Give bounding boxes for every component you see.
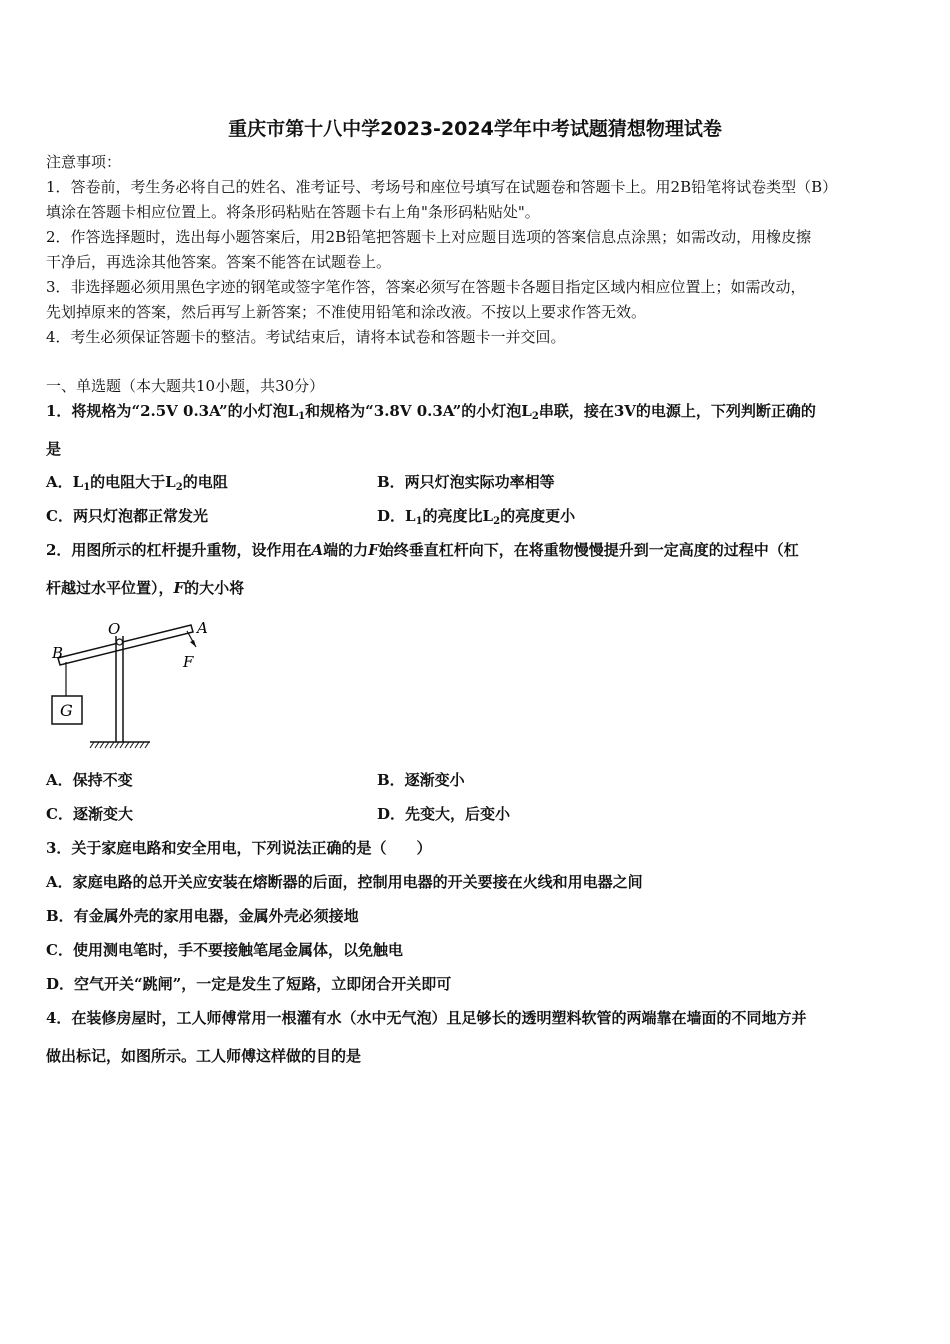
question-4-stem: 4．在装修房屋时，工人师傅常用一根灌有水（水中无气泡）且足够长的透明塑料软管的两端靠在墙面的不同地方并 [46, 1009, 807, 1027]
notice-line: 填涂在答题卡相应位置上。将条形码粘贴在答题卡右上角"条形码粘贴处"。 [46, 203, 540, 221]
q2-option-a: A．保持不变 [46, 771, 133, 789]
q1-option-a: A．$L_1$的电阻大于$L_2$的电阻 [46, 473, 228, 493]
notice-line: 4．考生必须保证答题卡的整洁。考试结束后，请将本试卷和答题卡一并交回。 [46, 328, 566, 346]
notice-line: 3．非选择题必须用黑色字迹的钢笔或签字笔作答，答案必须写在答题卡各题目指定区域内相应位置上；如需改动， [46, 278, 806, 296]
label-o: O [108, 620, 121, 638]
notice-line: 干净后，再选涂其他答案。答案不能答在试题卷上。 [46, 253, 392, 271]
question-2-stem-cont: 杆越过水平位置），F的大小将 [46, 579, 245, 597]
q1-option-c: C．两只灯泡都正常发光 [46, 507, 208, 525]
section-heading: 一、单选题（本大题共10小题，共30分） [46, 377, 325, 395]
question-1-stem-cont: 是 [46, 440, 62, 458]
pivot [117, 639, 123, 645]
label-b: B [52, 644, 64, 662]
label-g: G [60, 701, 73, 720]
notice-line: 2．作答选择题时，选出每小题答案后，用2B铅笔把答题卡上对应题目选项的答案信息点涂黑；如需改动，用橡皮擦 [46, 228, 812, 246]
question-2-stem: 2．用图所示的杠杆提升重物，设作用在A端的力F始终垂直杠杆向下，在将重物慢慢提升到一定高度的过程中（杠 [46, 541, 799, 559]
notice-line: 1．答卷前，考生务必将自己的姓名、准考证号、考场号和座位号填写在试题卷和答题卡上。用2B铅笔将试卷类型（B） [46, 178, 838, 196]
lever-bar [58, 625, 193, 665]
q3-option-b: B．有金属外壳的家用电器，金属外壳必须接地 [46, 907, 359, 925]
q2-option-d: D．先变大，后变小 [377, 805, 511, 823]
question-3-stem: 3．关于家庭电路和安全用电，下列说法正确的是（ ） [46, 839, 432, 857]
q2-option-c: C．逐渐变大 [46, 805, 133, 823]
q3-option-c: C．使用测电笔时，手不要接触笔尾金属体，以免触电 [46, 941, 403, 959]
question-1-stem: 1．将规格为“2.5V 0.3A”的小灯泡$L_1$和规格为“3.8V 0.3A”的小灯泡$L_2$串联，接在3V的电源上，下列判断正确的 [46, 402, 816, 422]
notice-heading: 注意事项： [46, 153, 122, 171]
q2-option-b: B．逐渐变小 [377, 771, 465, 789]
q3-option-a: A．家庭电路的总开关应安装在熔断器的后面，控制用电器的开关要接在火线和用电器之间 [46, 873, 643, 891]
page-title: 重庆市第十八中学2023-2024学年中考试题猜想物理试卷 [228, 118, 722, 140]
q1-option-b: B．两只灯泡实际功率相等 [377, 473, 555, 491]
label-a: A [197, 619, 208, 637]
notice-line: 先划掉原来的答案，然后再写上新答案；不准使用铅笔和涂改液。不按以上要求作答无效。 [46, 303, 647, 321]
label-f: F [183, 653, 194, 671]
q1-option-d: D．$L_1$的亮度比$L_2$的亮度更小 [377, 507, 576, 527]
lever-figure [46, 614, 226, 754]
question-4-stem-cont: 做出标记，如图所示。工人师傅这样做的目的是 [46, 1047, 362, 1065]
q3-option-d: D．空气开关“跳闸”，一定是发生了短路，立即闭合开关即可 [46, 975, 452, 993]
